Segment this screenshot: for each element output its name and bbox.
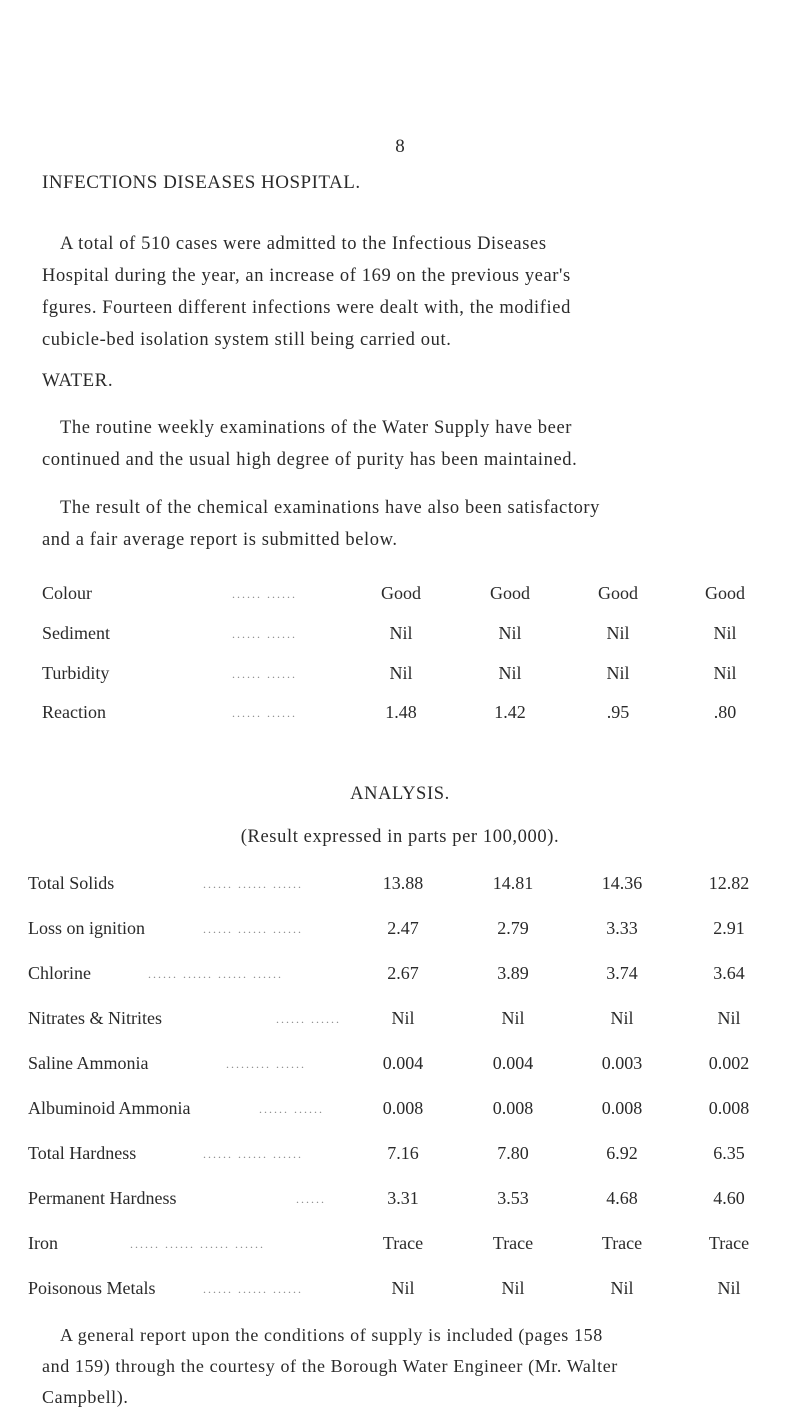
leader-dots: ...... ...... ...... <box>203 922 303 936</box>
paragraph-line: The routine weekly examinations of the Water Supply have beer <box>60 418 573 438</box>
table-cell: 4.68 <box>606 1188 638 1208</box>
table-cell: Nil <box>389 663 413 683</box>
table-cell: Nil <box>498 623 522 643</box>
paragraph-line: Hospital during the year, an increase of 169 on the previous year's <box>42 266 571 286</box>
table-cell: Nil <box>391 1278 415 1298</box>
table-cell: 0.008 <box>382 1098 424 1118</box>
paragraph-line: The result of the chemical examinations have also been satisfactory <box>60 498 601 518</box>
table-row <box>0 583 800 609</box>
table-cell: 3.31 <box>387 1188 419 1208</box>
hospital-heading: INFECTIONS DISEASES HOSPITAL. <box>42 172 361 193</box>
table-cell: 0.003 <box>601 1053 643 1073</box>
table-cell: .80 <box>713 702 737 722</box>
leader-dots: ...... <box>296 1192 326 1206</box>
leader-dots: ...... ...... ...... ...... <box>148 967 283 981</box>
row-label: Total Solids <box>28 873 115 893</box>
table-cell: 13.88 <box>382 873 424 893</box>
row-label: Nitrates & Nitrites <box>28 1008 162 1028</box>
table-cell: 7.16 <box>387 1143 419 1163</box>
leader-dots: ...... ...... <box>259 1102 324 1116</box>
table-cell: Nil <box>717 1008 741 1028</box>
table-cell: 14.36 <box>601 873 643 893</box>
table-cell: Nil <box>610 1278 634 1298</box>
table-cell: 0.004 <box>492 1053 534 1073</box>
row-label: Chlorine <box>28 963 91 983</box>
table-cell: .95 <box>606 702 630 722</box>
table-cell: Good <box>705 583 745 603</box>
leader-dots: ...... ...... ...... <box>203 877 303 891</box>
paragraph-line: Campbell). <box>42 1387 129 1407</box>
table-cell: Good <box>381 583 421 603</box>
table-cell: 12.82 <box>708 873 750 893</box>
table-cell: 3.64 <box>713 963 745 983</box>
leader-dots: ...... ...... <box>232 706 297 720</box>
table-cell: 2.67 <box>387 963 419 983</box>
row-label: Albuminoid Ammonia <box>28 1098 191 1118</box>
hospital-paragraph <box>42 228 764 356</box>
row-label: Poisonous Metals <box>28 1278 156 1298</box>
table-cell: Nil <box>713 663 737 683</box>
row-label: Loss on ignition <box>28 918 146 938</box>
table-cell: Nil <box>389 623 413 643</box>
table-cell: 3.89 <box>497 963 529 983</box>
leader-dots: ...... ...... ...... <box>203 1282 303 1296</box>
table-row <box>0 1188 800 1214</box>
table-cell: 4.60 <box>713 1188 745 1208</box>
leader-dots: ...... ...... <box>232 627 297 641</box>
table-cell: Trace <box>601 1233 643 1253</box>
table-row <box>0 1278 800 1304</box>
table-row <box>0 873 800 899</box>
paragraph-line: cubicle-bed isolation system still being carried out. <box>42 330 452 350</box>
row-label: Total Hardness <box>28 1143 137 1163</box>
table-cell: Nil <box>606 623 630 643</box>
table-row <box>0 918 800 944</box>
table-row <box>0 663 800 689</box>
table-cell: Nil <box>606 663 630 683</box>
table-row <box>0 702 800 728</box>
table-cell: Good <box>490 583 530 603</box>
table-cell: Nil <box>713 623 737 643</box>
table-cell: 3.74 <box>606 963 638 983</box>
table-cell: 3.53 <box>497 1188 529 1208</box>
paragraph-line: continued and the usual high degree of purity has been maintained. <box>42 450 578 470</box>
row-label: Colour <box>42 583 93 603</box>
leader-dots: ...... ...... <box>232 667 297 681</box>
water-paragraph-2 <box>42 492 764 556</box>
table-row <box>0 963 800 989</box>
table-cell: 14.81 <box>492 873 534 893</box>
paragraph-line: and a fair average report is submitted below. <box>42 530 398 550</box>
table-cell: Good <box>598 583 638 603</box>
row-label: Turbidity <box>42 663 110 683</box>
paragraph-line: A general report upon the conditions of supply is included (pages 158 <box>60 1325 603 1345</box>
leader-dots: ...... ...... ...... <box>203 1147 303 1161</box>
leader-dots: ...... ...... ...... ...... <box>130 1237 265 1251</box>
table-cell: 0.008 <box>601 1098 643 1118</box>
table-row <box>0 1233 800 1259</box>
analysis-title: ANALYSIS. <box>350 784 450 804</box>
water-heading: WATER. <box>42 370 114 391</box>
table-row <box>0 623 800 649</box>
table-cell: 1.42 <box>494 702 526 722</box>
leader-dots: ...... ...... <box>276 1012 341 1026</box>
table-cell: 2.79 <box>497 918 529 938</box>
leader-dots: ......... ...... <box>226 1057 306 1071</box>
table-cell: 6.92 <box>606 1143 638 1163</box>
table-cell: Nil <box>498 663 522 683</box>
page-number: 8 <box>395 136 405 157</box>
table-cell: 0.004 <box>382 1053 424 1073</box>
row-label: Sediment <box>42 623 110 643</box>
table-cell: Nil <box>391 1008 415 1028</box>
row-label: Reaction <box>42 702 106 722</box>
table-cell: Trace <box>492 1233 534 1253</box>
paragraph-line: A total of 510 cases were admitted to the Infectious Diseases <box>60 234 547 254</box>
table-cell: 7.80 <box>497 1143 529 1163</box>
paragraph-line: fgures. Fourteen different infections were dealt with, the modified <box>42 298 571 318</box>
table-row <box>0 1098 800 1124</box>
table-cell: Nil <box>501 1008 525 1028</box>
table-cell: Nil <box>501 1278 525 1298</box>
table-cell: 0.008 <box>492 1098 534 1118</box>
table-cell: 2.91 <box>713 918 745 938</box>
water-paragraph-1 <box>42 412 764 476</box>
table-row <box>0 1053 800 1079</box>
table-cell: 0.002 <box>708 1053 750 1073</box>
table-cell: Trace <box>382 1233 424 1253</box>
table-cell: 2.47 <box>387 918 419 938</box>
table-cell: Nil <box>717 1278 741 1298</box>
closing-paragraph <box>42 1320 764 1413</box>
analysis-subtitle: (Result expressed in parts per 100,000). <box>240 827 560 847</box>
table-cell: 1.48 <box>385 702 417 722</box>
table-row <box>0 1008 800 1034</box>
table-cell: Nil <box>610 1008 634 1028</box>
row-label: Saline Ammonia <box>28 1053 149 1073</box>
paragraph-line: and 159) through the courtesy of the Borough Water Engineer (Mr. Walter <box>42 1356 618 1376</box>
table-cell: 0.008 <box>708 1098 750 1118</box>
table-cell: 6.35 <box>713 1143 745 1163</box>
row-label: Permanent Hardness <box>28 1188 177 1208</box>
row-label: Iron <box>28 1233 58 1253</box>
leader-dots: ...... ...... <box>232 587 297 601</box>
table-cell: Trace <box>708 1233 750 1253</box>
table-row <box>0 1143 800 1169</box>
table-cell: 3.33 <box>606 918 638 938</box>
